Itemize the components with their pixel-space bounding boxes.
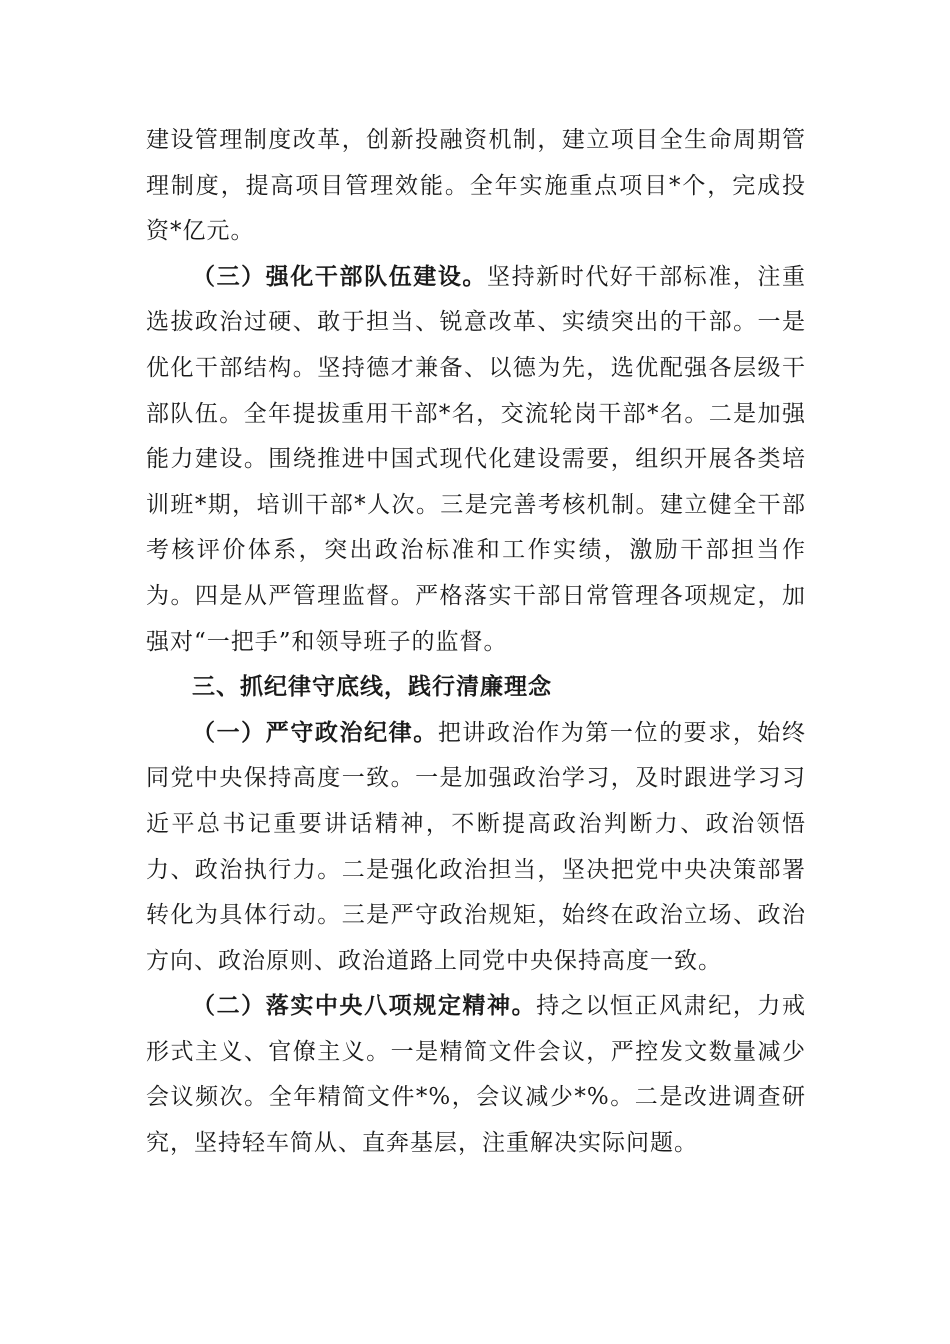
paragraph-subheading: （三）强化干部队伍建设。 bbox=[192, 263, 487, 290]
paragraph-body: 坚持新时代好干部标准，注重选拔政治过硬、敢于担当、锐意改革、实绩突出的干部。一是优化干部结构。坚持德才兼备、以德为先，选优配强各层级干部队伍。全年提拔重用干部*名，交流轮岗干部*名。二是加强能力建设。围绕推进中国式现代化建设需要，组织开展各类培训班*期，培训干部*人次。三是完善考核机制。建立健全干部考核评价体系，突出政治标准和工作实绩，激励干部担当作为。四是从严管理监督。严格落实干部日常管理各项规定，加强对“一把手”和领导班子的监督。 bbox=[146, 263, 807, 655]
paragraph-subheading: （二）落实中央八项规定精神。 bbox=[192, 993, 537, 1020]
paragraph-body: 建设管理制度改革，创新投融资机制，建立项目全生命周期管理制度，提高项目管理效能。全年实施重点项目*个，完成投资*亿元。 bbox=[146, 127, 806, 245]
paragraph-eight-rules bbox=[146, 984, 806, 1166]
paragraph-continuation bbox=[146, 118, 806, 255]
document-body bbox=[146, 118, 806, 1167]
paragraph-subheading: （一）严守政治纪律。 bbox=[192, 719, 438, 746]
paragraph-body: 持之以恒正风肃纪，力戒形式主义、官僚主义。一是精简文件会议，严控发文数量减少会议频次。全年精简文件*%，会议减少*%。二是改进调查研究，坚持轻车简从、直奔基层，注重解决实际问题。 bbox=[146, 993, 807, 1157]
paragraph-political-discipline bbox=[146, 711, 806, 985]
paragraph-cadre-team bbox=[146, 255, 806, 665]
section-heading: 三、抓纪律守底线，践行清廉理念 bbox=[192, 674, 552, 701]
paragraph-body: 把讲政治作为第一位的要求，始终同党中央保持高度一致。一是加强政治学习，及时跟进学习习近平总书记重要讲话精神，不断提高政治判断力、政治领悟力、政治执行力。二是强化政治担当，坚决把党中央决策部署转化为具体行动。三是严守政治规矩，始终在政治立场、政治方向、政治原则、政治道路上同党中央保持高度一致。 bbox=[146, 719, 807, 974]
